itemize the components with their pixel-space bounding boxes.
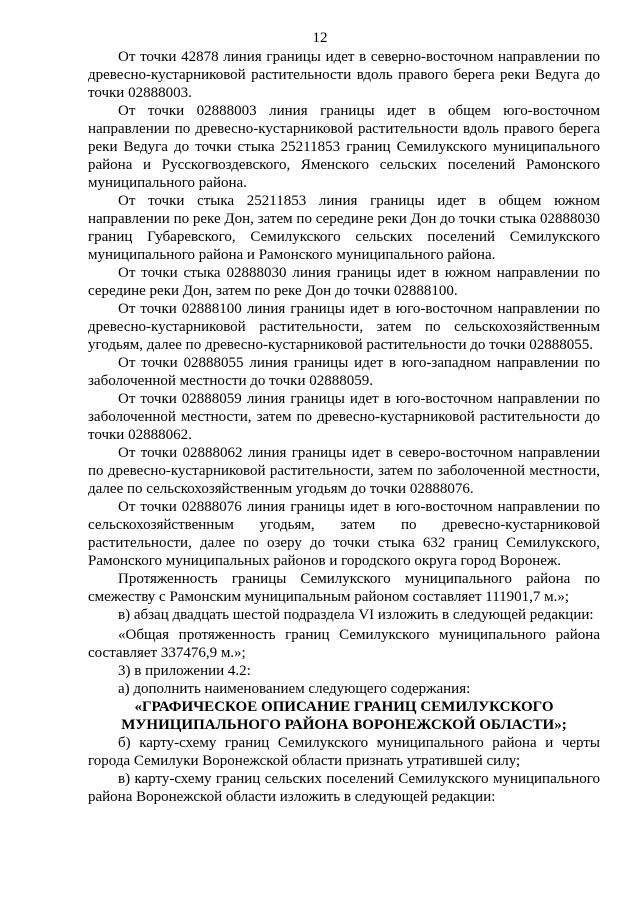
paragraph: б) карту-схему границ Семилукского муниципального района и черты города Семилуки Воронежской области признать утратившей силу;	[88, 735, 600, 769]
paragraph: От точки 02888100 линия границы идет в юго-восточном направлении по древесно-кустарниковой растительности, затем по сельскохозяйственным угодьям, далее по древесно-кустарниковой растительности до точки 02888055.	[88, 301, 600, 353]
paragraph: а) дополнить наименованием следующего содержания:	[118, 681, 471, 697]
paragraph: Протяженность границы Семилукского муниципального района по смежеству с Рамонским муниципальным районом составляет 111901,7 м.»;	[88, 571, 600, 605]
paragraph: От точки стыка 02888030 линия границы идет в южном направлении по середине реки Дон, затем по реке Дон до точки 02888100.	[88, 265, 600, 299]
paragraph: От точки 02888062 линия границы идет в северо-восточном направлении по древесно-кустарниковой растительности, затем по заболоченной местности, далее по сельскохозяйственным угодьям до точки 02888076.	[88, 445, 600, 497]
paragraph: От точки стыка 25211853 линия границы идет в общем южном направлении по реке Дон, затем по середине реки Дон до точки стыка 02888030 границ Губаревского, Семилукского сельских поселений Семилукского муниципального района и Рамонского муниципального района.	[88, 193, 600, 263]
page-number: 12	[312, 30, 328, 46]
paragraph: От точки 02888076 линия границы идет в юго-восточном направлении по сельскохозяйственным угодьям, затем по древесно-кустарниковой растительности, далее по озеру до точки стыка 632 границ Семилукского, Рамонского муниципальных районов и городского округа город Воронеж.	[88, 499, 600, 569]
paragraph: в) карту-схему границ сельских поселений Семилукского муниципального района Воронежской области изложить в следующей редакции:	[88, 771, 600, 805]
paragraph: От точки 02888059 линия границы идет в юго-восточном направлении по заболоченной местности, затем по древесно-кустарниковой растительности до точки 02888062.	[88, 391, 600, 443]
paragraph: От точки 02888055 линия границы идет в юго-западном направлении по заболоченной местности до точки 02888059.	[88, 355, 600, 389]
section-heading-line-2: МУНИЦИПАЛЬНОГО РАЙОНА ВОРОНЕЖСКОЙ ОБЛАСТИ»;	[121, 717, 567, 733]
section-heading-line-1: «ГРАФИЧЕСКОЕ ОПИСАНИЕ ГРАНИЦ СЕМИЛУКСКОГО	[134, 699, 554, 715]
document-body	[88, 48, 600, 806]
paragraph: в) абзац двадцать шестой подраздела VI изложить в следующей редакции:	[118, 607, 594, 623]
paragraph: 3) в приложении 4.2:	[118, 663, 251, 679]
paragraph: От точки 42878 линия границы идет в северно-восточном направлении по древесно-кустарниковой растительности вдоль правого берега реки Ведуга до точки 02888003.	[88, 49, 600, 101]
paragraph: От точки 02888003 линия границы идет в общем юго-восточном направлении по древесно-кустарниковой растительности вдоль правого берега реки Ведуга до точки стыка 25211853 границ Семилукского муниципального района и Русскогвоздевского, Яменского сельских поселений Рамонского муниципального района.	[88, 103, 600, 191]
paragraph: «Общая протяженность границ Семилукского муниципального района составляет 337476,9 м.»;	[88, 627, 600, 661]
